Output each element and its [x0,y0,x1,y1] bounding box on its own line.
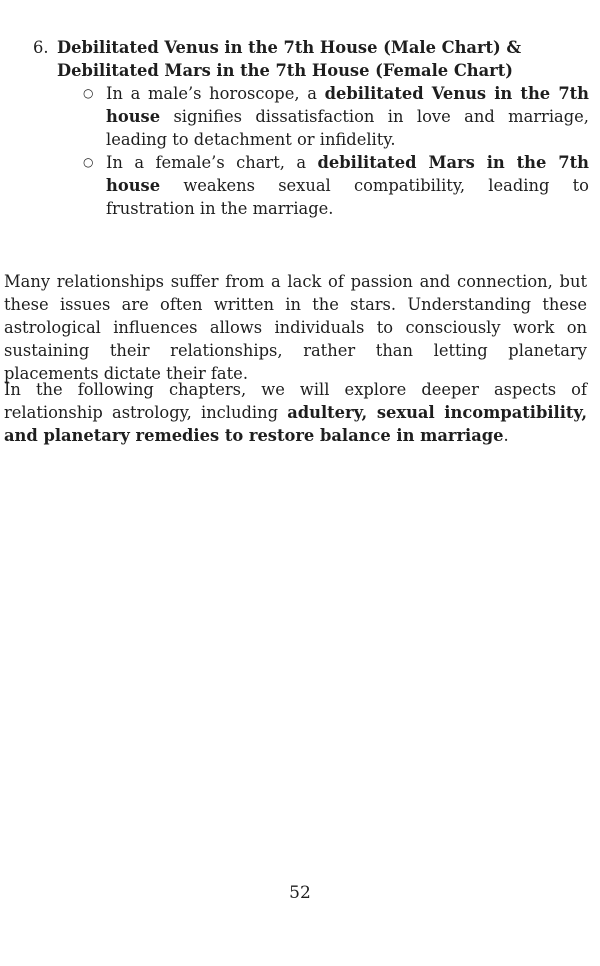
body-paragraph [4,378,587,447]
hollow-circle-bullet-icon: ○ [83,86,94,100]
bullet-text: In a female’s chart, a [106,153,318,172]
item-number: 6. [33,38,49,57]
bullet-text: signifies dissatisfaction in love and marriage, leading to detachment or infidelity. [106,107,589,149]
numbered-item-6 [33,36,589,220]
bullet-text: In a male’s horoscope, a [106,84,325,103]
sub-bullet-list [83,82,589,220]
bullet-bold-text: debilitated Mars in the 7th house [106,153,589,195]
paragraph-text: In the following chapters, we will explore deeper aspects of relationship astrology, including [4,380,587,422]
item-heading: Debilitated Venus in the 7th House (Male Chart) & Debilitated Mars in the 7th House (Female Chart) [57,38,522,80]
bullet-bold-text: debilitated Venus in the 7th house [106,84,589,126]
list-item [83,82,589,151]
bullet-text: weakens sexual compatibility, leading to frustration in the marriage. [106,176,589,218]
paragraph-bold-text: adultery, sexual incompatibility, and planetary remedies to restore balance in marriage [4,403,587,445]
body-paragraph: Many relationships suffer from a lack of passion and connection, but these issues are often written in the stars. Understanding these astrological influences allows individuals to consciously work on sustaining their relationships, rather than letting planetary placements dictate their fate. [4,272,587,383]
paragraph-text: . [503,426,509,445]
list-item [83,151,589,220]
page-number: 52 [289,883,311,903]
hollow-circle-bullet-icon: ○ [83,155,94,169]
